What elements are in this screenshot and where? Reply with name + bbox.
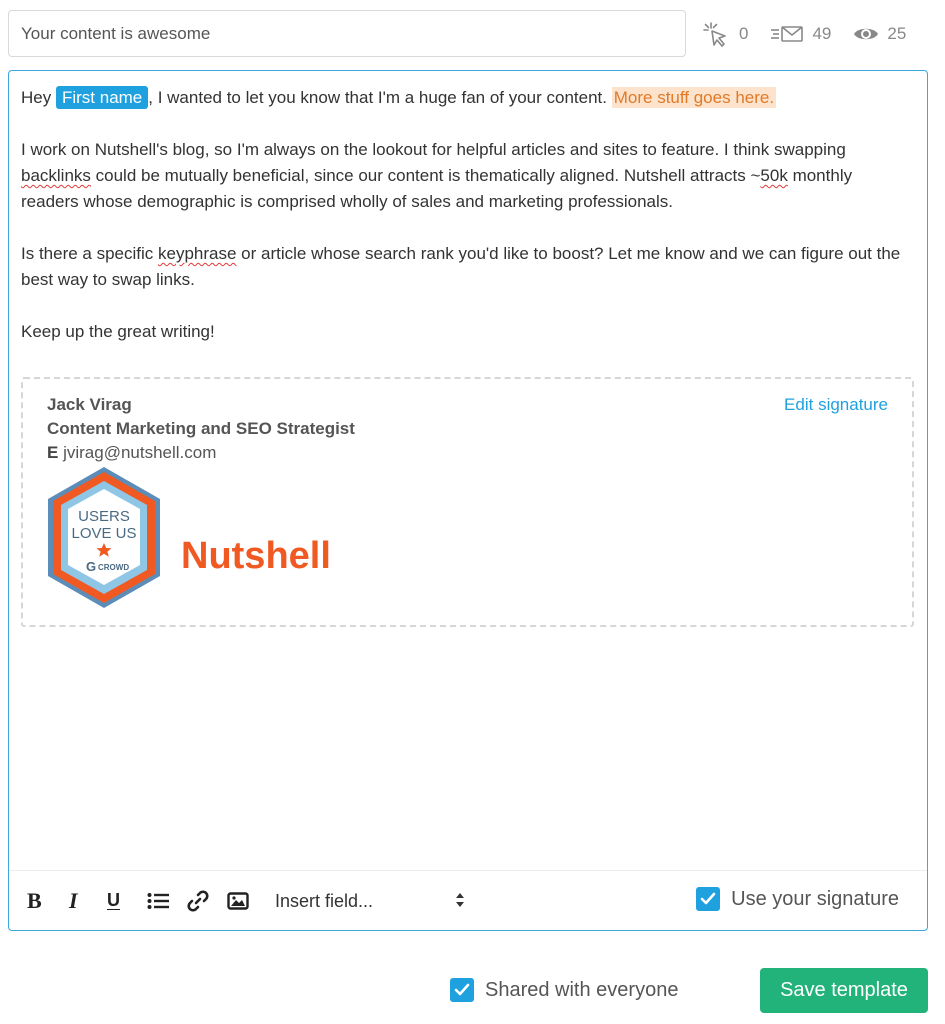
email-label: E (47, 443, 59, 462)
bullet-list-icon (147, 892, 169, 910)
email-editor[interactable] (8, 70, 928, 931)
signature-title: Content Marketing and SEO Strategist (47, 419, 355, 438)
subject-row (8, 10, 930, 58)
views-stat (853, 24, 906, 44)
bold-button[interactable]: B (27, 887, 42, 913)
use-signature-toggle[interactable] (696, 887, 899, 911)
use-signature-label: Use your signature (731, 887, 899, 910)
eye-icon (853, 24, 879, 44)
body-paragraph-2 (21, 137, 911, 215)
email-body[interactable] (21, 85, 911, 371)
misspelled-word: backlinks (21, 166, 91, 185)
signature-name: Jack Virag (47, 395, 132, 414)
bullet-list-button[interactable] (147, 886, 169, 916)
body-paragraph-4: Keep up the great writing! (21, 322, 215, 341)
shared-checkbox[interactable] (450, 978, 474, 1002)
save-template-button[interactable]: Save template (760, 968, 928, 1013)
subject-input[interactable] (8, 10, 686, 57)
first-name-field[interactable]: First name (56, 86, 148, 109)
insert-field-select[interactable] (275, 886, 465, 916)
use-signature-checkbox[interactable] (696, 887, 720, 911)
body-paragraph-1 (21, 85, 911, 111)
clicks-count: 0 (739, 23, 749, 43)
misspelled-word: keyphrase (158, 244, 237, 263)
placeholder-highlight[interactable]: More stuff goes here. (613, 88, 775, 107)
clicks-stat (701, 20, 748, 48)
click-cursor-icon (701, 20, 731, 48)
shared-with-everyone-toggle[interactable] (450, 978, 678, 1002)
checkmark-icon (454, 983, 470, 997)
greeting-text: Hey (21, 88, 56, 107)
misspelled-word: 50k (760, 166, 788, 185)
shared-label: Shared with everyone (485, 978, 679, 1001)
body-paragraph-3 (21, 241, 911, 293)
underline-button[interactable]: U (107, 890, 120, 910)
p3-text-c: or article whose search rank you'd like to boost? Let me know and we can figure out the best way to swap links. (21, 244, 901, 289)
svg-text:G: G (86, 559, 97, 574)
email-stats (701, 10, 906, 57)
select-arrows-icon (455, 891, 465, 909)
p3-text-a: Is there a specific (21, 244, 159, 263)
link-button[interactable] (187, 886, 209, 916)
edit-signature-link[interactable]: Edit signature (784, 395, 888, 414)
sent-count: 49 (812, 23, 832, 43)
p2-text-c: could be mutually beneficial, since our content is thematically aligned. Nutshell attracts ~ (90, 166, 761, 185)
image-icon (227, 892, 249, 910)
views-count: 25 (887, 23, 907, 43)
signature-email (47, 443, 216, 463)
signature-block (21, 377, 914, 627)
nutshell-logo: Nutshell (181, 535, 331, 577)
sent-mail-icon (770, 24, 804, 44)
intro-text: , I wanted to let you know that I'm a huge fan of your content. (148, 88, 612, 107)
checkmark-icon (700, 892, 716, 906)
editor-toolbar (9, 870, 927, 930)
sent-stat (770, 24, 831, 44)
email-address: jvirag@nutshell.com (63, 443, 217, 462)
link-icon (187, 890, 209, 912)
image-button[interactable] (227, 886, 249, 916)
p2-text-a: I work on Nutshell's blog, so I'm always on the lookout for helpful articles and sites to feature. I think swapping (21, 140, 846, 159)
g2-users-love-us-badge (46, 465, 162, 610)
italic-button[interactable]: I (69, 887, 78, 913)
p2-text-e: monthly readers whose demographic is comprised wholly of sales and marketing professionals. (21, 166, 853, 211)
badge-line2: LOVE US (71, 525, 137, 542)
insert-field-label: Insert field... (275, 890, 374, 911)
badge-brand: CROWD (98, 563, 130, 572)
badge-line1: USERS (78, 508, 130, 525)
